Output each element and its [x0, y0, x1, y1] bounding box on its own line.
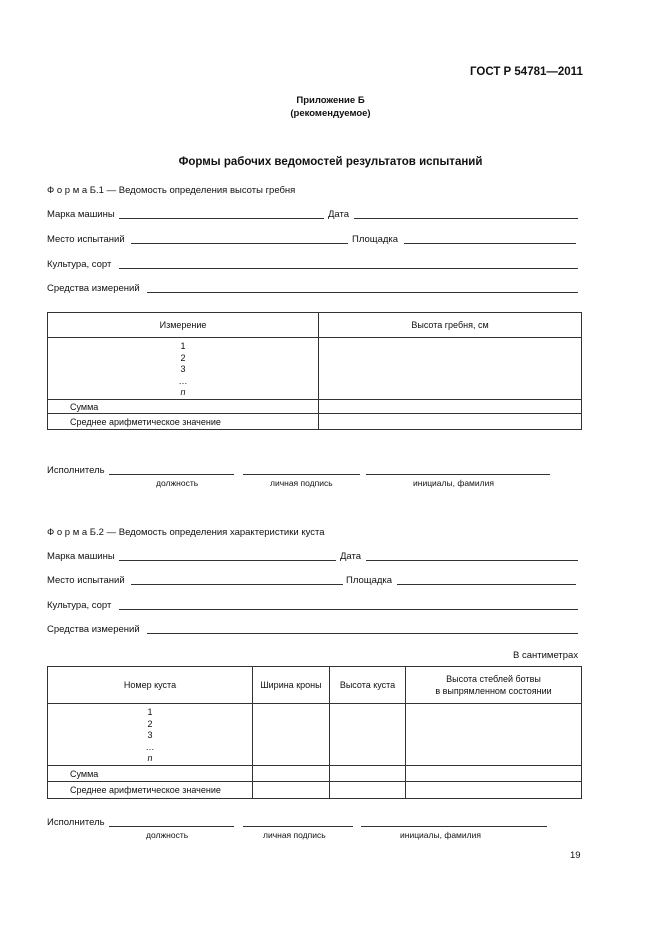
form2-place-line[interactable]: [131, 584, 343, 585]
page-number: 19: [570, 850, 581, 861]
form1-crop-label: Культура, сорт: [47, 259, 112, 270]
table-row-number: …: [145, 741, 155, 752]
form1-sign-caption: личная подпись: [270, 478, 333, 488]
form2-site-line[interactable]: [397, 584, 576, 585]
form1-site-line[interactable]: [404, 243, 576, 244]
form1-col-measurement: Измерение: [48, 313, 319, 338]
units-note: В сантиметрах: [513, 650, 579, 661]
form2-machine-line[interactable]: [119, 560, 336, 561]
main-title: Формы рабочих ведомостей результатов испытаний: [178, 156, 483, 168]
table-row-number: n: [180, 387, 186, 397]
form1-name-line[interactable]: [366, 474, 550, 475]
form1-name-caption: инициалы, фамилия: [413, 478, 494, 488]
form2-stem-cell[interactable]: [406, 704, 582, 766]
form1-values-cell[interactable]: [319, 338, 582, 400]
form2-crop-line[interactable]: [119, 609, 578, 610]
form1-machine-line[interactable]: [119, 218, 324, 219]
form2-mean-cell[interactable]: [330, 782, 406, 799]
table-row-number: …: [178, 375, 188, 386]
form2-crop-label: Культура, сорт: [47, 600, 112, 611]
form1-place-line[interactable]: [131, 243, 348, 244]
form1-mean-cell[interactable]: [319, 414, 582, 430]
form1-position-caption: должность: [156, 478, 199, 488]
form1-sum-cell[interactable]: [319, 400, 582, 414]
form2-sum-cell[interactable]: [406, 766, 582, 782]
form2-col-crown-width: Ширина кроны: [253, 667, 330, 704]
form1-col-ridge-height: Высота гребня, см: [319, 313, 582, 338]
form2-sign-line[interactable]: [243, 826, 353, 827]
form2-crown-cell[interactable]: [253, 704, 330, 766]
form2-sign-caption: личная подпись: [263, 830, 326, 840]
form2-tools-line[interactable]: [147, 633, 578, 634]
table-row-number: 3: [180, 364, 186, 374]
form2-position-line[interactable]: [109, 826, 234, 827]
form1-position-line[interactable]: [109, 474, 234, 475]
form2-name-caption: инициалы, фамилия: [400, 830, 481, 840]
form2-place-label: Место испытаний: [47, 575, 125, 586]
form1-executor-label: Исполнитель: [47, 465, 105, 476]
form2-sum-label: Сумма: [48, 766, 253, 782]
form2-col-bush-height: Высота куста: [330, 667, 406, 704]
form2-sum-cell[interactable]: [253, 766, 330, 782]
form1-table: [47, 312, 582, 430]
form2-site-label: Площадка: [346, 575, 393, 586]
table-row-number: 1: [180, 341, 186, 351]
form1-date-label: Дата: [328, 209, 350, 220]
form1-machine-label: Марка машины: [47, 209, 115, 220]
form2-col-stem-height: [406, 667, 582, 704]
form2-sum-cell[interactable]: [330, 766, 406, 782]
form2-position-caption: должность: [146, 830, 189, 840]
form1-caption: Ф о р м а Б.1 — Ведомость определения высоты гребня: [47, 185, 296, 196]
table-row-number: n: [147, 753, 153, 763]
form1-site-label: Площадка: [352, 234, 399, 245]
appendix-title: Приложение Б: [296, 95, 365, 106]
form2-mean-label: Среднее арифметическое значение: [48, 782, 253, 799]
table-row-number: 2: [147, 718, 153, 729]
appendix-subtitle: (рекомендуемое): [290, 108, 371, 119]
form1-tools-line[interactable]: [147, 292, 578, 293]
form2-mean-cell[interactable]: [253, 782, 330, 799]
form2-executor-label: Исполнитель: [47, 817, 105, 828]
form2-caption: Ф о р м а Б.2 — Ведомость определения характеристики куста: [47, 527, 325, 538]
form2-row-numbers: [48, 704, 253, 766]
form2-date-line[interactable]: [366, 560, 578, 561]
stem-height-line1: Высота стеблей ботвы: [446, 674, 541, 684]
form2-date-label: Дата: [340, 551, 362, 562]
form2-col-bush-number: Номер куста: [48, 667, 253, 704]
form2-table: [47, 666, 582, 799]
form1-place-label: Место испытаний: [47, 234, 125, 245]
table-row-number: 2: [180, 352, 186, 363]
stem-height-line2: в выпрямленном состоянии: [435, 686, 552, 696]
form1-row-numbers: [48, 338, 319, 400]
form2-height-cell[interactable]: [330, 704, 406, 766]
form2-machine-label: Марка машины: [47, 551, 115, 562]
form2-tools-label: Средства измерений: [47, 624, 140, 635]
form1-sum-label: Сумма: [48, 400, 319, 414]
standard-number: ГОСТ Р 54781—2011: [470, 66, 583, 78]
form2-name-line[interactable]: [361, 826, 547, 827]
form1-date-line[interactable]: [354, 218, 578, 219]
form1-tools-label: Средства измерений: [47, 283, 140, 294]
form1-mean-label: Среднее арифметическое значение: [48, 414, 319, 430]
form1-crop-line[interactable]: [119, 268, 578, 269]
form2-mean-cell[interactable]: [406, 782, 582, 799]
table-row-number: 1: [147, 707, 153, 717]
form1-sign-line[interactable]: [243, 474, 360, 475]
table-row-number: 3: [147, 730, 153, 740]
